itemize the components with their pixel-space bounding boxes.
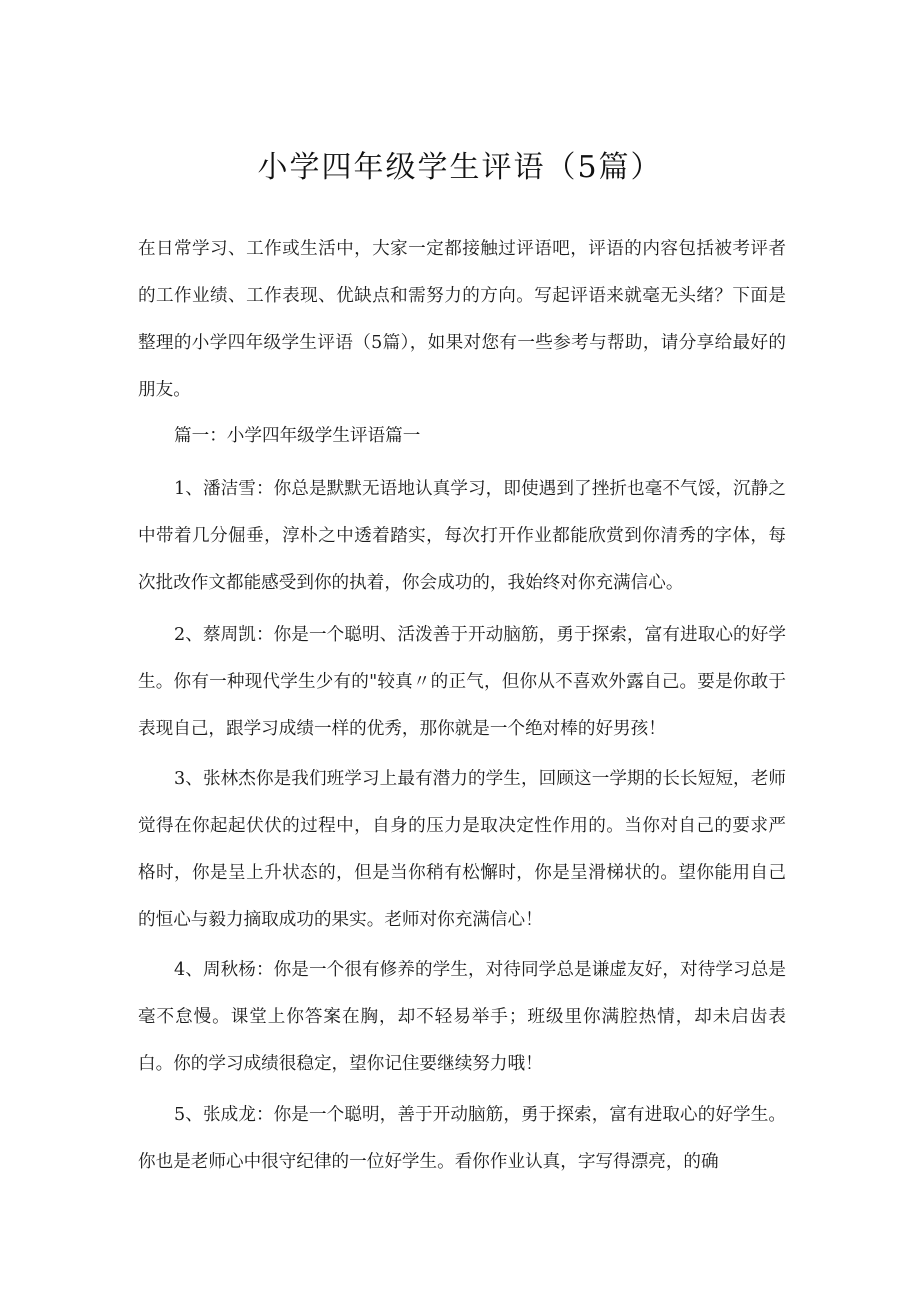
- document-title: 小学四年级学生评语（5篇）: [257, 150, 663, 185]
- comment-2: [138, 612, 786, 753]
- comment-3: [138, 756, 786, 944]
- comment-paragraph: 1、潘洁雪：你总是默默无语地认真学习，即使遇到了挫折也毫不气馁，沉静之中带着几分倔垂，淳朴之中透着踏实，每次打开作业都能欣赏到你清秀的字体，每次批改作文都能感受到你的执着，你会成功的，我始终对你充满信心。: [138, 479, 786, 593]
- section-one: [138, 413, 786, 460]
- section-heading: 篇一：小学四年级学生评语篇一: [174, 426, 421, 446]
- comment-paragraph: 4、周秋杨：你是一个很有修养的学生，对待同学总是谦虚友好，对待学习总是毫不怠慢。课堂上你答案在胸，却不轻易举手；班级里你满腔热情，却未启齿表白。你的学习成绩很稳定，望你记住要继续努力哦！: [138, 960, 786, 1074]
- comment-paragraph: 2、蔡周凯：你是一个聪明、活泼善于开动脑筋，勇于探索，富有进取心的好学生。你有一种现代学生少有的"较真〃的正气，但你从不喜欢外露自己。要是你敢于表现自己，跟学习成绩一样的优秀，那你就是一个绝对棒的好男孩！: [138, 625, 786, 739]
- comment-4: [138, 947, 786, 1088]
- comment-paragraph: 5、张成龙：你是一个聪明，善于开动脑筋，勇于探索，富有进取心的好学生。你也是老师心中很守纪律的一位好学生。看你作业认真，字写得漂亮，的确: [138, 1105, 786, 1172]
- document-body: [138, 226, 786, 414]
- comment-1: [138, 466, 786, 607]
- comment-5: [138, 1092, 786, 1186]
- intro-paragraph: 在日常学习、工作或生活中，大家一定都接触过评语吧，评语的内容包括被考评者的工作业绩、工作表现、优缺点和需努力的方向。写起评语来就毫无头绪？下面是整理的小学四年级学生评语（5篇），如果对您有一些参考与帮助，请分享给最好的朋友。: [138, 239, 786, 400]
- comment-paragraph: 3、张林杰你是我们班学习上最有潜力的学生，回顾这一学期的长长短短，老师觉得在你起起伏伏的过程中，自身的压力是取决定性作用的。当你对自己的要求严格时，你是呈上升状态的，但是当你稍有松懈时，你是呈滑梯状的。望你能用自己的恒心与毅力摘取成功的果实。老师对你充满信心！: [138, 769, 786, 930]
